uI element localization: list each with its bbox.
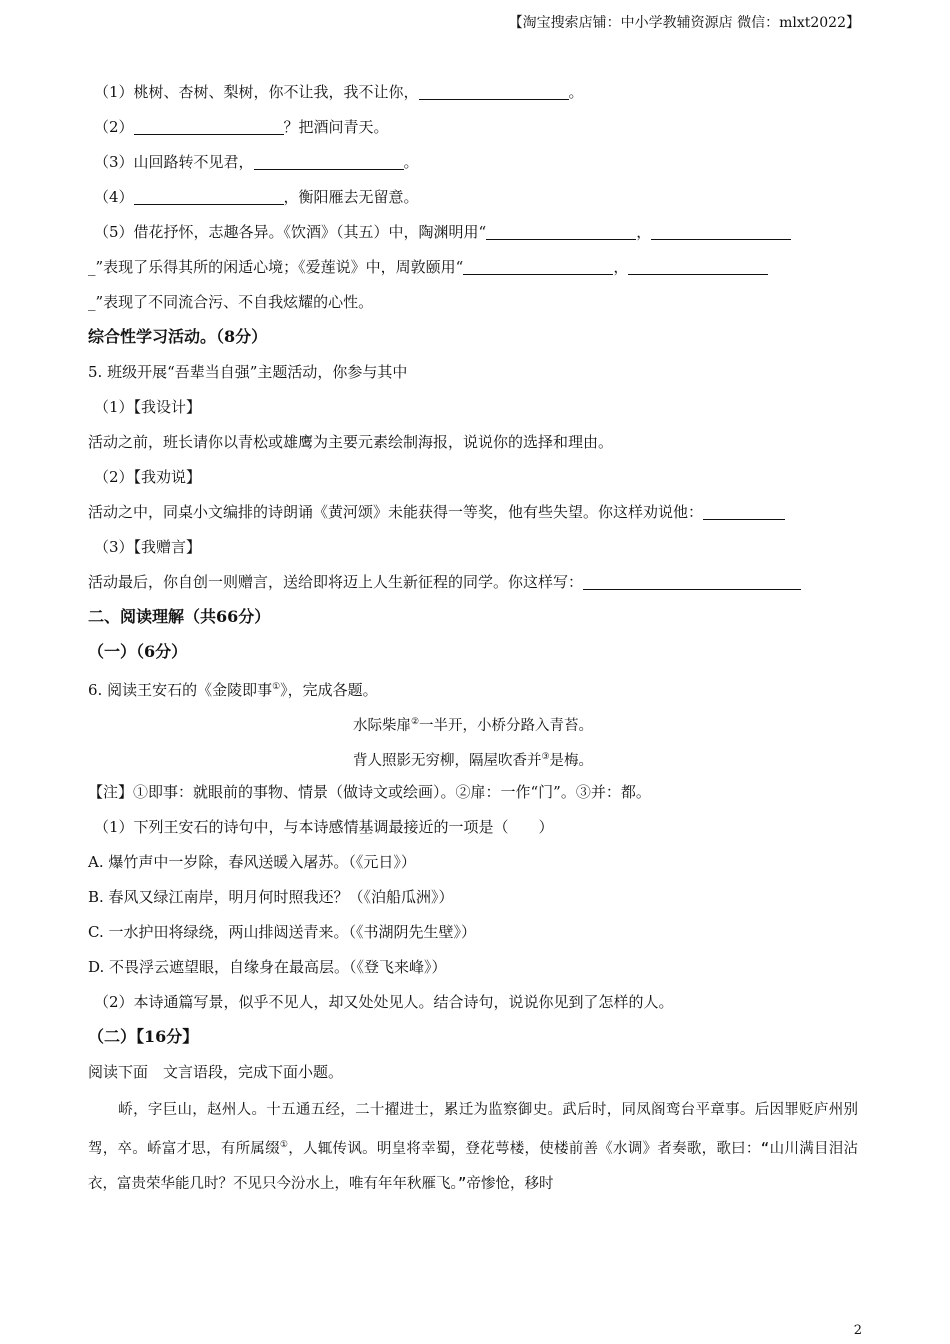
subtask-2-row (88, 498, 858, 533)
answer-blank[interactable] (463, 256, 613, 275)
poem-note: 【注】①即事：就眼前的事物、情景（做诗文或绘画）。②扉：一作“门”。③并：都。 (88, 783, 651, 801)
page-header: 【淘宝搜索店铺：中小学教辅资源店 微信：mlxt2022】 (508, 15, 860, 31)
fill-blank-q2 (88, 113, 858, 148)
subtask-1-label: （1）【我设计】 (94, 398, 202, 416)
activity-heading: 综合性学习活动。（8分） (88, 327, 268, 346)
fill-blank-q3 (88, 148, 858, 183)
classical-passage (88, 1093, 858, 1202)
q5-comma: ， (636, 223, 652, 241)
q4-prefix: （4） (94, 188, 134, 206)
fill-blank-q5-line1 (88, 218, 858, 253)
q3-suffix: 。 (403, 153, 419, 171)
answer-blank[interactable] (583, 571, 801, 590)
footnote-mark: ③ (541, 752, 550, 762)
underscore: _ (88, 258, 96, 276)
footnote-mark: ① (272, 682, 281, 692)
answer-blank[interactable] (419, 81, 569, 100)
answer-blank[interactable] (254, 151, 404, 170)
poem-line-2-pre: 背人照影无穷柳，隔屋吹香并 (352, 752, 542, 769)
subtask-2-label: （2）【我劝说】 (94, 468, 202, 486)
answer-blank[interactable] (486, 221, 636, 240)
underscore: _ (88, 293, 96, 311)
q2-suffix: ？把酒问青天。 (283, 118, 389, 136)
part1-heading: （一）（6分） (88, 642, 188, 661)
poem-line-2 (88, 743, 858, 778)
q6-1: （1）下列王安石的诗句中，与本诗感情基调最接近的一项是（ ） (94, 818, 554, 836)
q5-line3-tail: ”表现了不同流合污、不自我炫耀的心性。 (95, 293, 374, 311)
poem-line-1-post: 一半开，小桥分路入青苔。 (419, 717, 594, 734)
poem-line-1-pre: 水际柴扉 (352, 717, 411, 734)
fill-blank-q5-line2 (88, 253, 858, 288)
q5-line2-mid: ”表现了乐得其所的闲适心境；《爱莲说》中，周敦颐用“ (95, 258, 464, 276)
part2-heading: （二）【16分】 (88, 1027, 199, 1046)
q3-prefix: （3）山回路转不见君， (94, 153, 254, 171)
option-a: A. 爆竹声中一岁除，春风送暖入屠苏。（《元日》） (88, 853, 416, 871)
fill-blank-q5-line3 (88, 288, 858, 323)
answer-blank[interactable] (134, 186, 284, 205)
reading-heading: 二、阅读理解（共66分） (88, 607, 271, 626)
subtask-1-text: 活动之前，班长请你以青松或雄鹰为主要元素绘制海报，说说你的选择和理由。 (88, 433, 614, 451)
answer-blank[interactable] (628, 256, 768, 275)
q1-suffix: 。 (568, 83, 584, 101)
q6-title-pre: 6. 阅读王安石的《金陵即事 (88, 681, 273, 699)
q5-line1-prefix: （5）借花抒怀，志趣各异。《饮酒》（其五）中，陶渊明用“ (94, 223, 487, 241)
footnote-mark: ① (279, 1140, 289, 1150)
option-d: D. 不畏浮云遮望眼，自缘身在最高层。（《登飞来峰》） (88, 958, 447, 976)
subtask-3-label: （3）【我赠言】 (94, 538, 202, 556)
subtask-2-text: 活动之中，同桌小文编排的诗朗诵《黄河颂》未能获得一等奖，他有些失望。你这样劝说他： (88, 503, 704, 521)
subtask-3-text: 活动最后，你自创一则赠言，送给即将迈上人生新征程的同学。你这样写： (88, 573, 584, 591)
q6-2: （2）本诗通篇写景，似乎不见人，却又处处见人。结合诗句，说说你见到了怎样的人。 (94, 993, 674, 1011)
answer-blank[interactable] (134, 116, 284, 135)
page-content (88, 78, 858, 1202)
answer-blank[interactable] (651, 221, 791, 240)
passage-post: ，人辄传讽。明皇将幸蜀，登花萼楼，使楼前善《水调》者奏歌，歌曰：“山川满目泪沾衣，富贵荣华能几时？不见只今汾水上，唯有年年秋雁飞。”帝惨怆，移时 (88, 1140, 858, 1192)
subtask-3-row (88, 568, 858, 603)
answer-blank[interactable] (703, 501, 785, 520)
part2-intro: 阅读下面 文言语段，完成下面小题。 (88, 1063, 344, 1081)
fill-blank-q4 (88, 183, 858, 218)
passage-pre: 峤，字巨山，赵州人。十五通五经，二十擢进士，累迁为监察御史。武后时，同凤阁鸾台平章事。后因罪贬庐州别驾，卒。峤富才思，有所属缀 (88, 1102, 858, 1157)
q5-title: 5. 班级开展“吾辈当自强”主题活动，你参与其中 (88, 363, 408, 381)
option-c: C. 一水护田将绿绕，两山排闼送青来。（《书湖阴先生壁》） (88, 923, 476, 941)
page-number: 2 (853, 1323, 862, 1338)
q2-prefix: （2） (94, 118, 134, 136)
q6-title-post: 》，完成各题。 (280, 681, 378, 699)
poem-line-2-post: 是梅。 (549, 752, 594, 769)
q5-comma: ， (613, 258, 629, 276)
fill-blank-q1 (88, 78, 858, 113)
footnote-mark: ② (410, 717, 420, 727)
option-b: B. 春风又绿江南岸，明月何时照我还？（《泊船瓜洲》） (88, 888, 454, 906)
q1-prefix: （1）桃树、杏树、梨树，你不让我，我不让你， (94, 83, 419, 101)
q4-suffix: ，衡阳雁去无留意。 (283, 188, 419, 206)
q6-title (88, 673, 858, 708)
poem-line-1 (88, 708, 858, 743)
